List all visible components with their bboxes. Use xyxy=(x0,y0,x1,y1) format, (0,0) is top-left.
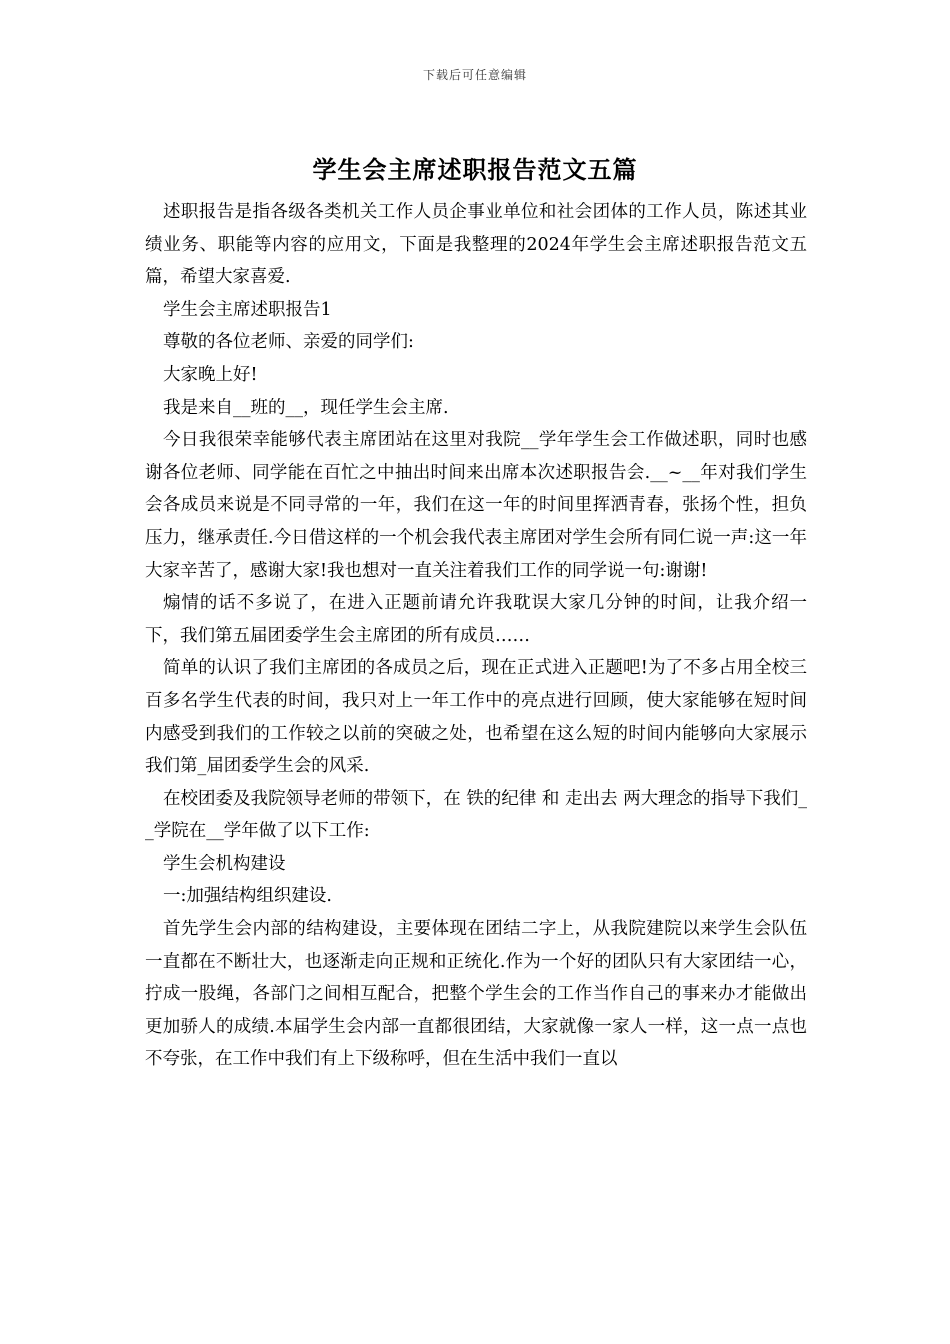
paragraph-structure: 首先学生会内部的结构建设，主要体现在团结二字上，从我院建院以来学生会队伍一直都在不断壮大，也逐渐走向正规和正统化.作为一个好的团队只有大家团结一心，拧成一股绳，各部门之间相互配合，把整个学生会的工作当作自己的事来办才能做出更加骄人的成绩.本届学生会内部一直都很团结，大家就像一家人一样，这一点一点也不夸张，在工作中我们有上下级称呼，但在生活中我们一直以 xyxy=(145,919,807,1070)
header-note: 下载后可任意编辑 xyxy=(422,68,527,82)
paragraph-work-intro: 在校团委及我院领导老师的带领下，在 铁的纪律 和 走出去 两大理念的指导下我们__学院在__学年做了以下工作: xyxy=(145,788,807,842)
paragraph-report-heading: 学生会主席述职报告1 xyxy=(163,299,332,320)
paragraph-intro: 述职报告是指各级各类机关工作人员企事业单位和社会团体的工作人员，陈述其业绩业务、职能等内容的应用文，下面是我整理的2024年学生会主席述职报告范文五篇，希望大家喜爱. xyxy=(145,202,807,288)
paragraph-greeting: 大家晚上好! xyxy=(163,364,258,385)
paragraph-salutation: 尊敬的各位老师、亲爱的同学们: xyxy=(163,332,414,353)
paragraph-members: 煽情的话不多说了，在进入正题前请允许我耽误大家几分钟的时间，让我介绍一下，我们第五届团委学生会主席团的所有成员…… xyxy=(145,593,807,646)
paragraph-subsection-heading: 一:加强结构组织建设. xyxy=(163,886,332,907)
paragraph-highlights: 简单的认识了我们主席团的各成员之后，现在正式进入正题吧!为了不多占用全校三百多名学生代表的时间，我只对上一年工作中的亮点进行回顾，使大家能够在短时间内感受到我们的工作较之以前的突破之处，也希望在这么短的时间内能够向大家展示我们第_届团委学生会的风采. xyxy=(145,658,807,777)
document-title: 学生会主席述职报告范文五篇 xyxy=(312,155,638,184)
paragraph-section-heading: 学生会机构建设 xyxy=(163,853,286,874)
paragraph-thanks: 今日我很荣幸能够代表主席团站在这里对我院__学年学生会工作做述职，同时也感谢各位老师、同学能在百忙之中抽出时间来出席本次述职报告会.__~__年对我们学生会各成员来说是不同寻常的一年，我们在这一年的时间里挥洒青春，张扬个性，担负压力，继承责任.今日借这样的一个机会我代表主席团对学生会所有同仁说一声:这一年大家辛苦了，感谢大家!我也想对一直关注着我们工作的同学说一句:谢谢! xyxy=(145,430,807,581)
document-body xyxy=(145,196,807,1076)
paragraph-self-intro: 我是来自__班的__，现任学生会主席. xyxy=(163,397,449,418)
